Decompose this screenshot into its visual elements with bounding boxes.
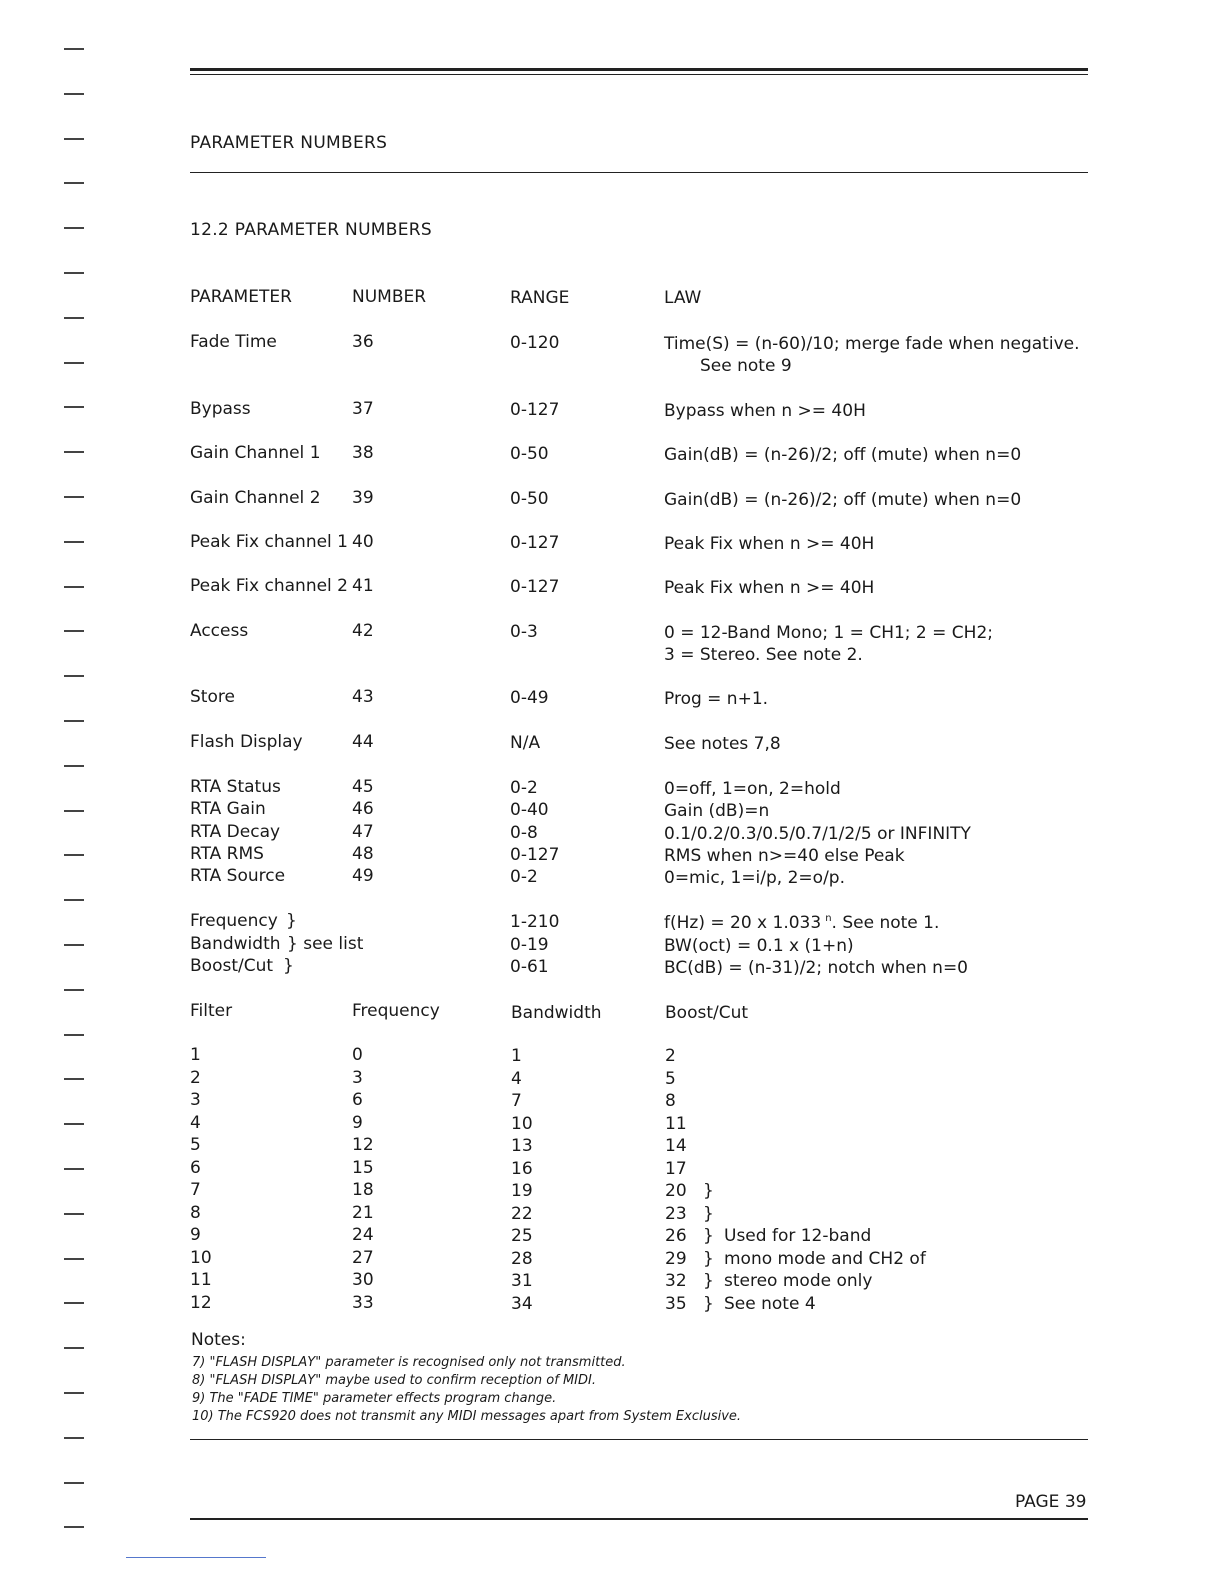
filter-note-line: stereo mode only: [724, 1271, 873, 1291]
param-number: 41: [352, 576, 374, 596]
filter-see-list: } see list: [287, 933, 364, 954]
rta-name: RTA Gain: [190, 799, 266, 820]
filter-brace: }: [703, 1248, 714, 1269]
margin-mark: [64, 48, 84, 50]
margin-mark: [64, 451, 84, 453]
filter-brace: }: [286, 911, 297, 931]
notes-title: Notes:: [191, 1330, 246, 1350]
filter-cell: 2: [190, 1067, 201, 1088]
margin-mark: [64, 1526, 84, 1528]
rta-number: 46: [352, 799, 374, 820]
margin-mark: [64, 1302, 84, 1304]
filter-cell: 31: [511, 1271, 533, 1291]
filter-note-line: mono mode and CH2 of: [724, 1248, 926, 1269]
col-header-number: NUMBER: [352, 287, 427, 307]
param-number: 37: [352, 399, 374, 419]
param-law: Prog = n+1.: [664, 689, 769, 709]
section-title: 12.2 PARAMETER NUMBERS: [190, 220, 432, 240]
filter-col-header: Frequency: [352, 1001, 440, 1021]
filter-brace: }: [703, 1271, 714, 1291]
param-name: Gain Channel 1: [190, 443, 321, 463]
margin-mark: [64, 1258, 84, 1260]
filter-cell: 2: [665, 1046, 676, 1066]
rta-number: 48: [352, 843, 374, 864]
col-header-range: RANGE: [510, 288, 570, 308]
filter-cell: 7: [511, 1091, 522, 1111]
filter-cell: 28: [511, 1248, 533, 1269]
margin-mark: [64, 272, 84, 274]
margin-mark: [64, 1347, 84, 1349]
rta-law: Gain (dB)=n: [664, 801, 770, 822]
param-name: Store: [190, 687, 235, 707]
filter-law-tail: . See note 1.: [831, 913, 940, 933]
margin-mark: [64, 362, 84, 364]
rta-law: RMS when n>=40 else Peak: [664, 845, 905, 866]
filter-cell: 14: [665, 1136, 687, 1156]
page-number: PAGE 39: [1015, 1492, 1087, 1512]
margin-mark: [64, 989, 84, 991]
filter-param-name: Bandwidth: [190, 933, 281, 954]
filter-brace: }: [703, 1203, 714, 1224]
filter-law-text: f(Hz) = 20 x 1.033: [664, 913, 822, 933]
param-law: Peak Fix when n >= 40H: [664, 578, 875, 598]
margin-mark: [64, 630, 84, 632]
filter-cell: 24: [352, 1225, 374, 1245]
rta-name: RTA Decay: [190, 821, 281, 842]
rta-law: 0=off, 1=on, 2=hold: [664, 779, 841, 799]
margin-mark: [64, 1078, 84, 1080]
rta-law: 0.1/0.2/0.3/0.5/0.7/1/2/5 or INFINITY: [664, 823, 971, 844]
margin-mark: [64, 854, 84, 856]
param-name: Flash Display: [190, 732, 303, 752]
filter-cell: 12: [190, 1292, 212, 1313]
rta-number: 45: [352, 777, 374, 797]
param-name: Gain Channel 2: [190, 488, 321, 508]
filter-note-line: See note 4: [724, 1293, 816, 1314]
filter-brace: }: [703, 1181, 714, 1201]
margin-mark: [64, 317, 84, 319]
notes-rule: [190, 1439, 1088, 1440]
filter-cell: 21: [352, 1202, 374, 1223]
filter-cell: 10: [511, 1113, 533, 1134]
rta-number: 49: [352, 866, 374, 887]
filter-param-law: [664, 958, 968, 978]
filter-param-law: [664, 913, 939, 933]
filter-cell: 9: [352, 1112, 363, 1133]
margin-mark: [64, 1123, 84, 1125]
filter-cell: 20: [665, 1181, 687, 1201]
param-law: Gain(dB) = (n-26)/2; off (mute) when n=0: [664, 445, 1022, 465]
margin-mark: [64, 138, 84, 140]
filter-cell: 11: [190, 1270, 212, 1290]
param-number: 44: [352, 732, 374, 752]
margin-mark: [64, 182, 84, 184]
rta-number: 47: [352, 821, 374, 842]
filter-cell: 1: [190, 1045, 201, 1065]
rta-name: RTA Status: [190, 777, 281, 797]
filter-cell: 25: [511, 1226, 533, 1246]
margin-mark: [64, 1392, 84, 1394]
top-rule: [190, 68, 1088, 71]
param-number: 40: [352, 532, 374, 552]
param-name: Peak Fix channel 2: [190, 576, 348, 596]
col-header-parameter: PARAMETER: [190, 287, 292, 307]
filter-cell: 0: [352, 1045, 363, 1065]
param-number: 38: [352, 443, 374, 463]
rta-range: 0-2: [510, 778, 538, 798]
filter-cell: 19: [511, 1181, 533, 1201]
filter-cell: 10: [190, 1247, 212, 1268]
param-range: 0-50: [510, 489, 549, 509]
filter-brace: }: [703, 1293, 714, 1314]
param-range: N/A: [510, 733, 541, 753]
param-name: Peak Fix channel 1: [190, 532, 348, 552]
filter-cell: 5: [190, 1135, 201, 1155]
margin-mark: [64, 765, 84, 767]
note-line: 8) "FLASH DISPLAY" maybe used to confirm reception of MIDI.: [192, 1373, 596, 1388]
param-law-cont: See note 9: [700, 356, 792, 376]
margin-mark: [64, 1168, 84, 1170]
param-range: 0-120: [510, 333, 560, 353]
filter-cell: 6: [352, 1090, 363, 1110]
filter-cell: 18: [352, 1180, 374, 1200]
margin-mark: [64, 675, 84, 677]
filter-col-header: Boost/Cut: [665, 1003, 749, 1023]
margin-mark: [64, 1482, 84, 1484]
param-range: 0-127: [510, 533, 560, 553]
margin-mark: [64, 1213, 84, 1215]
margin-mark: [64, 541, 84, 543]
filter-param-name: Frequency: [190, 911, 278, 931]
margin-mark: [64, 810, 84, 812]
filter-law-text: BC(dB) = (n-31)/2; notch when n=0: [664, 958, 968, 978]
filter-cell: 8: [190, 1202, 201, 1223]
param-range: 0-127: [510, 577, 560, 597]
param-range: 0-50: [510, 444, 549, 464]
header-rule: [190, 172, 1088, 173]
filter-cell: 29: [665, 1248, 687, 1269]
rta-range: 0-2: [510, 867, 538, 888]
filter-law-exponent: n: [825, 913, 832, 925]
scan-blue-line: [126, 1557, 266, 1558]
filter-brace: }: [283, 956, 294, 976]
param-range: 0-127: [510, 400, 560, 420]
margin-mark: [64, 496, 84, 498]
margin-mark: [64, 227, 84, 229]
margin-mark: [64, 586, 84, 588]
rta-name: RTA Source: [190, 866, 286, 887]
filter-note-line: Used for 12-band: [724, 1226, 872, 1246]
param-number: 39: [352, 488, 374, 508]
margin-mark: [64, 944, 84, 946]
running-title: PARAMETER NUMBERS: [190, 133, 388, 153]
col-header-law: LAW: [664, 288, 702, 308]
top-rule-thin: [190, 74, 1088, 75]
rta-range: 0-40: [510, 800, 549, 821]
filter-cell: 6: [190, 1157, 201, 1178]
note-line: 9) The "FADE TIME" parameter effects program change.: [192, 1391, 557, 1406]
note-line: 7) "FLASH DISPLAY" parameter is recognised only not transmitted.: [192, 1355, 626, 1370]
rta-range: 0-8: [510, 822, 538, 843]
filter-cell: 8: [665, 1091, 676, 1111]
param-law: Peak Fix when n >= 40H: [664, 534, 875, 554]
rta-law: 0=mic, 1=i/p, 2=o/p.: [664, 868, 845, 889]
filter-param-range: 1-210: [510, 912, 560, 932]
filter-cell: 27: [352, 1247, 374, 1268]
filter-cell: 33: [352, 1292, 374, 1313]
filter-cell: 34: [511, 1293, 533, 1314]
footer-rule: [190, 1518, 1088, 1520]
filter-law-text: BW(oct) = 0.1 x (1+n): [664, 935, 854, 956]
filter-col-header: Bandwidth: [511, 1003, 602, 1023]
param-law-cont: 3 = Stereo. See note 2.: [664, 645, 863, 665]
param-law: See notes 7,8: [664, 734, 781, 754]
note-line: 10) The FCS920 does not transmit any MIDI messages apart from System Exclusive.: [192, 1409, 742, 1424]
filter-cell: 22: [511, 1203, 533, 1224]
filter-cell: 17: [665, 1158, 687, 1179]
filter-param-range: 0-19: [510, 934, 549, 955]
margin-mark: [64, 93, 84, 95]
filter-cell: 35: [665, 1293, 687, 1314]
filter-cell: 16: [511, 1158, 533, 1179]
filter-cell: 4: [190, 1112, 201, 1133]
filter-cell: 11: [665, 1113, 687, 1134]
margin-mark: [64, 1034, 84, 1036]
filter-cell: 26: [665, 1226, 687, 1246]
param-number: 36: [352, 332, 374, 352]
param-range: 0-49: [510, 688, 549, 708]
param-range: 0-3: [510, 622, 538, 642]
margin-mark: [64, 1437, 84, 1439]
filter-col-header: Filter: [190, 1001, 233, 1021]
margin-mark: [64, 406, 84, 408]
filter-cell: 1: [511, 1046, 522, 1066]
filter-cell: 3: [352, 1067, 363, 1088]
filter-param-law: [664, 936, 854, 956]
param-number: 42: [352, 621, 374, 641]
param-number: 43: [352, 687, 374, 707]
param-name: Bypass: [190, 399, 251, 419]
filter-cell: 15: [352, 1157, 374, 1178]
param-law: Gain(dB) = (n-26)/2; off (mute) when n=0: [664, 490, 1022, 510]
param-law: Bypass when n >= 40H: [664, 401, 866, 421]
filter-cell: 7: [190, 1180, 201, 1200]
rta-name: RTA RMS: [190, 843, 264, 864]
param-name: Fade Time: [190, 332, 277, 352]
param-name: Access: [190, 621, 249, 641]
filter-cell: 23: [665, 1203, 687, 1224]
filter-cell: 32: [665, 1271, 687, 1291]
filter-brace: }: [703, 1226, 714, 1246]
param-law: 0 = 12-Band Mono; 1 = CH1; 2 = CH2;: [664, 623, 993, 643]
filter-cell: 4: [511, 1068, 522, 1089]
filter-cell: 3: [190, 1090, 201, 1110]
param-law: Time(S) = (n-60)/10; merge fade when negative.: [664, 334, 1080, 354]
filter-param-range: 0-61: [510, 957, 549, 977]
filter-cell: 12: [352, 1135, 374, 1155]
rta-range: 0-127: [510, 844, 560, 865]
filter-cell: 30: [352, 1270, 374, 1290]
filter-param-name: Boost/Cut: [190, 956, 274, 976]
margin-mark: [64, 720, 84, 722]
margin-mark: [64, 899, 84, 901]
filter-cell: 13: [511, 1136, 533, 1156]
filter-cell: 5: [665, 1068, 676, 1089]
filter-cell: 9: [190, 1225, 201, 1245]
